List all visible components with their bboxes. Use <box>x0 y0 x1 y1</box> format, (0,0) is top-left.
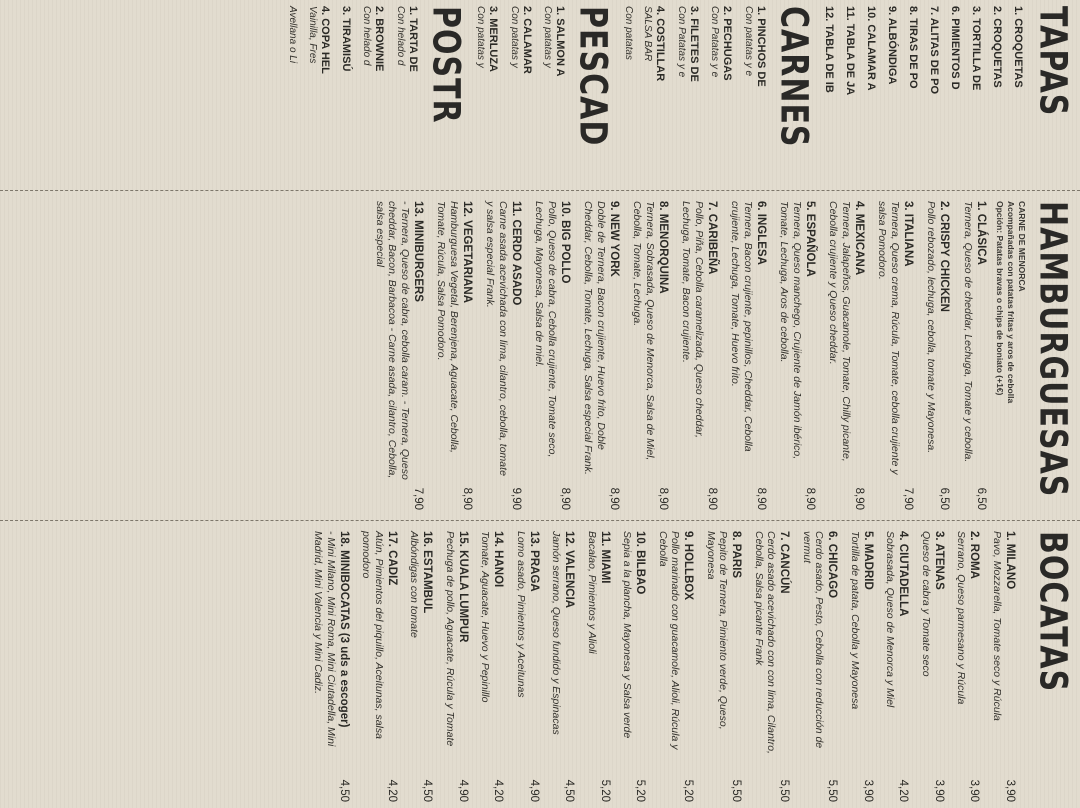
menu-item-description: Con patatas y <box>475 6 487 68</box>
menu-item <box>675 6 702 190</box>
menu-item-text <box>948 6 962 190</box>
menu-item-text <box>962 201 989 482</box>
menu-item-price: 4,50 <box>563 779 576 802</box>
menu-item-description: Ternera, Bacon crujiente, pepinillos, Cheddar, Cebolla crujiente, Lechuga, Tomate, Huevo frito. <box>729 201 754 452</box>
menu-item-name: 16. ESTAMBUL <box>421 531 434 614</box>
menu-item <box>920 531 947 802</box>
menu-item <box>586 531 613 802</box>
menu-item-name: 1. CLÁSICA <box>975 201 987 265</box>
menu-item-price: 4,20 <box>492 779 505 802</box>
bocatas-column <box>0 520 1080 808</box>
menu-item-name: 3. ITALIANA <box>902 201 914 267</box>
menu-item <box>948 6 962 190</box>
menu-item-text <box>515 531 542 774</box>
menu-item-name: 13. PRAGA <box>528 531 540 592</box>
menu-item-description: Pavo, Mozzarella, Tomate seco y Rúcula <box>991 531 1003 721</box>
menu-item <box>1011 6 1025 190</box>
menu-item-name: 3. ATENAS <box>933 531 945 590</box>
menu-item-name: 15. KUALA LUMPUR <box>457 531 469 643</box>
menu-item-name: 9. HOLLBOX <box>682 531 695 601</box>
menu-item <box>990 6 1004 190</box>
menu-item-text <box>705 531 744 774</box>
menu-item-name: 11. MIAMI <box>599 531 611 584</box>
menu-item-text <box>955 531 982 774</box>
menu-item-description: Queso de cabra y Tomate seco <box>920 531 932 677</box>
menu-item-name: 2. ROMA <box>968 531 981 579</box>
menu-item <box>408 531 435 802</box>
menu-item-text <box>444 531 471 774</box>
menu-item <box>360 531 399 802</box>
menu-item-name: 2. CALAMAR <box>521 6 533 74</box>
menu-item <box>533 201 572 510</box>
menu-item-name: 10. BIG POLLO <box>559 201 571 284</box>
menu-item-description: Tomate, Aguacate, Huevo y Pepinillo <box>479 531 492 703</box>
menu-item <box>622 6 635 190</box>
tapas-list <box>822 6 1025 190</box>
menu-item <box>885 6 899 190</box>
menu-item-name: 9. ALBÓNDIGA <box>886 6 898 85</box>
menu-item-text <box>631 201 670 482</box>
menu-item <box>955 531 982 802</box>
menu-item-description: Pollo, Queso de cabra, Cebolla crujiente, Tomate seco, Lechuga, Mayonesa, Salsa de miel. <box>533 201 558 458</box>
menu-item-text <box>621 531 648 774</box>
menu-item-price: 4,90 <box>528 779 540 802</box>
menu-item-description: Con patatas y <box>509 6 520 68</box>
menu-item-name: 7. CARIBEÑA <box>706 201 718 275</box>
menu-item-text <box>582 201 621 482</box>
menu-item-description: Doble de Ternera, Bacon crujiente, Huevo frito, Doble Cheddar, Cebolla, Tomate, Lechuga, Salsa especial Frank. <box>582 201 607 475</box>
menu-item-name: 6. PIMIENTOS D <box>949 6 961 90</box>
menu-item-description: Con Patatas y e <box>676 6 687 78</box>
menu-item <box>541 6 568 190</box>
menu-item <box>801 531 840 802</box>
menu-item <box>657 531 696 802</box>
menu-item-description: Bacalao, Pimientos y Alioli <box>586 531 598 654</box>
menu-item-description: Carne asada acevichada con lima, cilantro, cebolla, tomate y salsa especial Frank. <box>484 201 509 476</box>
menu-item-name: 4. COSTILLAR <box>654 6 667 82</box>
menu-item-name: 12. VALENCIA <box>563 531 576 609</box>
menu-item-text <box>753 531 792 774</box>
menu-item-text <box>474 6 501 190</box>
menu-item-text <box>533 201 572 482</box>
menu-item <box>827 201 866 510</box>
menu-item-name: 2. CRISPY CHICKEN <box>938 201 951 312</box>
menu-item-text <box>884 531 911 774</box>
menu-item-name: 3. MERLUZA <box>487 6 500 72</box>
menu-item-description: Tortilla de patata, Cebolla y Mayonesa <box>849 531 861 710</box>
menu-item <box>778 201 817 510</box>
menu-item-name: 6. INGLESA <box>755 201 767 265</box>
menu-item-name: 9. NEW YORK <box>608 201 620 277</box>
menu-item-description: - Mini Milano, Mini Roma, Mini Ciutadella, Mini Madrid, Mini Valencia y Mini Cadiz. <box>312 531 337 747</box>
menu-item-text <box>479 531 506 774</box>
menu-item-price: 8,90 <box>853 487 865 510</box>
menu-item-price: 7,90 <box>902 487 914 510</box>
menu-item-description: Pollo, Piña, Cebolla caramelizada, Queso cheddar, Lechuga, Tomate, Bacon crujiente. <box>680 201 705 438</box>
menu-item <box>906 6 920 190</box>
menu-item <box>339 6 353 190</box>
menu-item <box>822 6 836 190</box>
menu-item <box>708 6 735 190</box>
menu-item-description: Pepito de Ternera, Pimiento verde, Queso, Mayonesa <box>705 531 730 730</box>
menu-item <box>753 531 792 802</box>
hamburguesas-note-sides: Acompañadas con patatas fritas y aros de cebolla <box>1006 201 1016 404</box>
menu-item-name: 2. CROQUETAS <box>991 6 1003 88</box>
menu-item-name: 8. TIRAS DE PO <box>907 6 919 89</box>
menu-item-description: Ternera, Queso de cheddar, Lechuga, Tomate y cebolla. <box>962 201 974 463</box>
menu-item-text <box>408 531 435 774</box>
menu-item <box>550 531 577 802</box>
menu-item-text <box>484 201 523 482</box>
menu-item-name: 4. CIUTADELLA <box>897 531 910 617</box>
menu-item <box>508 6 535 190</box>
menu-item-text <box>925 201 952 482</box>
menu-item <box>631 201 670 510</box>
menu-item <box>479 531 506 802</box>
menu-item-description: Pollo rebozado, lechuga, cebolla, tomate y Mayonesa. <box>925 201 938 454</box>
menu-item-text <box>508 6 535 190</box>
menu-item-price: 4,20 <box>386 779 398 802</box>
menu-item-description: Con helado d <box>361 6 373 66</box>
menu-item <box>435 201 474 510</box>
menu-item-price: 5,20 <box>599 779 611 802</box>
menu-item-text <box>822 6 836 190</box>
menu-item-text <box>990 6 1004 190</box>
menu-item <box>849 531 876 802</box>
menu-item-description: Con patatas <box>623 6 634 60</box>
menu-item-price: 3,90 <box>968 779 981 802</box>
hamburguesas-list <box>374 201 989 510</box>
menu-item-text <box>742 6 769 190</box>
bocatas-list <box>312 531 1017 802</box>
menu-item-description: SALSA BAR <box>642 6 654 62</box>
menu-item <box>680 201 719 510</box>
menu-item-price: 8,90 <box>755 487 767 510</box>
menu-item <box>843 6 857 190</box>
menu-item-description: Serrano, Queso parmesano y Rúcula <box>955 531 968 705</box>
menu-item <box>969 6 983 190</box>
menu-item-description: Ternera, Jalapeños, Guacamole, Tomate, Chilly picante, Cebolla crujiente y Queso cheddar. <box>827 201 852 462</box>
menu-item-text <box>729 201 768 482</box>
menu-item <box>925 201 952 510</box>
menu-item <box>962 201 989 510</box>
menu-item-name: 12. TABLA DE IB <box>823 6 835 93</box>
menu-item-text <box>435 201 474 482</box>
menu-item-text <box>864 6 878 190</box>
menu-item-name: 13. MINIBURGERS <box>412 201 424 302</box>
menu-item-text <box>827 201 866 482</box>
menu-item-text <box>657 531 696 774</box>
menu-item-description: Con patatas y e <box>743 6 754 77</box>
menu-item-price: 4,50 <box>338 779 350 802</box>
menu-item-price: 5,50 <box>826 779 839 802</box>
menu-item-price: 4,20 <box>897 779 910 802</box>
menu-item-text <box>541 6 568 190</box>
menu-item-description: Hamburguesa Vegetal, Berenjena, Aguacate, Cebolla, Tomate, Rúcula, Salsa Pomodoro. <box>435 201 460 453</box>
menu-item <box>286 6 299 190</box>
menu-item <box>641 6 668 190</box>
menu-item-text <box>286 6 299 190</box>
menu-item-text <box>778 201 817 482</box>
menu-item-text <box>906 6 920 190</box>
menu-item-name: 1. PINCHOS DE <box>755 6 767 87</box>
menu-item <box>374 201 426 510</box>
menu-item <box>864 6 878 190</box>
menu-item-description: Jamón serrano, Queso fundido y Espinacas <box>550 531 563 735</box>
menu-item-description: Sepia a la plancha, Mayonesa y Salsa verde <box>621 531 634 739</box>
menu-item-description: Cerdo asado, Pesto, Cebolla con reducción de vermut <box>801 531 826 749</box>
postres-list <box>286 6 420 190</box>
menu-item-text <box>680 201 719 482</box>
menu-item-description: - Ternera, Queso de cabra, cebolla caram. - Ternera, Queso cheddar, Bacon, Barbacoa - Carne asada, cilantro, Cebolla, salsa especial <box>374 201 411 480</box>
menu-item-text <box>339 6 353 190</box>
menu-item <box>394 6 421 190</box>
menu-item-price: 7,90 <box>412 487 424 510</box>
postres-title: POSTR <box>423 6 467 124</box>
menu-item-text <box>885 6 899 190</box>
menu-item-price: 8,90 <box>608 487 620 510</box>
menu-item-description: Ternera, Queso manchego, Crujiente de Jamón ibérico, Tomate, Lechuga, Aros de cebolla. <box>778 201 803 460</box>
menu-item <box>582 201 621 510</box>
menu-item-name: 2. PECHUGAS <box>721 6 734 81</box>
menu-item <box>742 6 769 190</box>
menu-item-name: 8. PARIS <box>730 531 743 579</box>
menu-item <box>515 531 542 802</box>
menu-item <box>876 201 915 510</box>
menu-item-price: 5,50 <box>778 779 791 802</box>
menu-item-name: 1. TARTA DE <box>407 6 419 72</box>
menu-item-name: 1. CROQUETAS <box>1012 6 1024 88</box>
tapas-title: TAPAS <box>1030 6 1074 117</box>
menu-item-description: Pollo marinado con guacamole, Alioli, Rúcula y Cebolla <box>657 531 682 750</box>
menu-item <box>360 6 387 190</box>
menu-item-name: 10. BILBAO <box>634 531 647 595</box>
menu-item-price: 4,50 <box>421 779 434 802</box>
menu-item <box>991 531 1018 802</box>
menu-item <box>306 6 333 190</box>
menu-item-text <box>1011 6 1025 190</box>
menu-item-price: 5,20 <box>682 779 695 802</box>
menu-item-text <box>708 6 735 190</box>
menu-item-price: 4,90 <box>457 779 469 802</box>
menu-item <box>484 201 523 510</box>
bocatas-title: BOCATAS <box>1030 531 1074 693</box>
menu-item-price: 8,90 <box>657 487 669 510</box>
menu-item-description: Cerdo asado acevichado con con lima, Cilantro, Cebolla, Salsa picante Frank <box>753 531 778 754</box>
menu-item-name: 4. COPA HEL <box>319 6 331 74</box>
menu-item-name: 7. ALITAS DE PO <box>928 6 940 95</box>
menu-item-description: Lomo asado, Pimientos y Aceitunas <box>515 531 527 698</box>
menu-item-name: 1. MILANO <box>1004 531 1016 590</box>
hamburguesas-title: HAMBURGUESAS <box>1030 201 1074 498</box>
menu-item-name: 3. TORTILLA DE <box>970 6 982 91</box>
menu-item-text <box>374 201 426 482</box>
menu-item-text <box>675 6 702 190</box>
menu-item-name: 11. CERDO ASADO <box>510 201 522 306</box>
menu-item <box>729 201 768 510</box>
menu-item-text <box>306 6 333 190</box>
menu-item-name: 1. SALMON A <box>554 6 567 77</box>
menu-item <box>474 6 501 190</box>
pescados-list <box>474 6 568 190</box>
hamburguesas-note-option: Opción: Patatas bravas o chips de boniato (+1€) <box>995 201 1005 396</box>
menu-item-description: Con Patatas y e <box>709 6 721 78</box>
carnes-list <box>622 6 769 190</box>
menu-item-text <box>927 6 941 190</box>
menu-item-name: 12. VEGETARIANA <box>461 201 473 304</box>
hamburguesas-note-meat: CARNE DE MENORCA <box>1017 201 1027 292</box>
menu-item-text <box>801 531 840 774</box>
menu-item-text <box>969 6 983 190</box>
menu-item-description: Con patatas y <box>542 6 554 68</box>
menu-item-price: 8,90 <box>461 487 473 510</box>
menu-item-price: 6,50 <box>938 487 951 510</box>
menu-item-name: 2. BROWNIE <box>373 6 386 72</box>
menu-item-description: Avellana o Li <box>287 6 299 64</box>
menu-item <box>621 531 648 802</box>
menu-item-name: 4. MEXICANA <box>853 201 865 276</box>
menu-item-name: 18. MINIBOCATAS (3 uds a escoger) <box>338 531 350 728</box>
menu-item-name: 5. ESPAÑOLA <box>804 201 816 277</box>
menu-item-name: 7. CANCÚN <box>778 531 791 594</box>
menu-item-description: Vainilla, Fres <box>307 6 318 64</box>
menu-item-price: 5,50 <box>730 779 743 802</box>
menu-item-price: 8,90 <box>804 487 816 510</box>
menu-item <box>312 531 351 802</box>
menu-item-description: Ternera, Queso crema, Rúcula, Tomate, cebolla crujiente y salsa Pomodoro. <box>876 201 901 475</box>
menu-item-description: Atún, Pimientos del piquillo, Aceitunas, salsa pomodoro <box>360 531 385 739</box>
tapas-column <box>0 0 1080 190</box>
menu-item-price: 3,90 <box>1004 779 1016 802</box>
menu-item-price: 8,90 <box>559 487 571 510</box>
menu-item-description: Pechuga de pollo, Aguacate, Rúcula y Tomate <box>444 531 456 747</box>
menu-item-description: Ternera, Sobrasada, Queso de Menorca, Salsa de Miel, Cebolla, Tomate, Lechuga. <box>631 201 656 461</box>
hamburguesas-column <box>0 190 1080 520</box>
menu-item <box>884 531 911 802</box>
menu-item-price: 3,90 <box>933 779 945 802</box>
menu-item-text <box>360 6 387 190</box>
menu-item <box>705 531 744 802</box>
menu-item-text <box>586 531 613 774</box>
menu-item <box>927 6 941 190</box>
menu-item-description: Sobrasada, Queso de Menorca y Miel <box>884 531 897 708</box>
menu-item-name: 5. MADRID <box>862 531 874 590</box>
menu-item-text <box>876 201 915 482</box>
menu-item-text <box>920 531 947 774</box>
menu-item-name: 6. CHICAGO <box>826 531 839 599</box>
carnes-title: CARNES <box>771 6 815 148</box>
menu-item-name: 10. CALAMAR A <box>865 6 877 91</box>
menu-item-description: Con helado d <box>395 6 406 66</box>
menu-item-text <box>843 6 857 190</box>
menu-item-text <box>622 6 635 190</box>
menu-item-description: Albóndigas con tomate <box>408 531 421 638</box>
menu-item-name: 17. CADIZ <box>386 531 398 586</box>
menu-item-text <box>641 6 668 190</box>
menu-item-text <box>991 531 1018 774</box>
menu-item-price: 8,90 <box>706 487 718 510</box>
menu-item-text <box>312 531 351 774</box>
menu-item-name: 14. HANOI <box>492 531 505 588</box>
menu-item-name: 11. TABLA DE JA <box>844 6 856 96</box>
menu-item-text <box>550 531 577 774</box>
menu-item-name: 3. FILETES DE <box>688 6 700 82</box>
menu-item-price: 3,90 <box>862 779 874 802</box>
menu-item-text <box>849 531 876 774</box>
menu-item-name: 3. TIRAMISÚ <box>340 6 352 72</box>
menu-item-name: 8. MENORQUINA <box>657 201 669 294</box>
menu-item-price: 9,90 <box>510 487 522 510</box>
menu-item-price: 6,50 <box>975 487 987 510</box>
menu-item-text <box>360 531 399 774</box>
menu-item-price: 5,20 <box>634 779 647 802</box>
pescados-title: PESCAD <box>570 6 615 147</box>
menu-item <box>444 531 471 802</box>
menu-item-text <box>394 6 421 190</box>
